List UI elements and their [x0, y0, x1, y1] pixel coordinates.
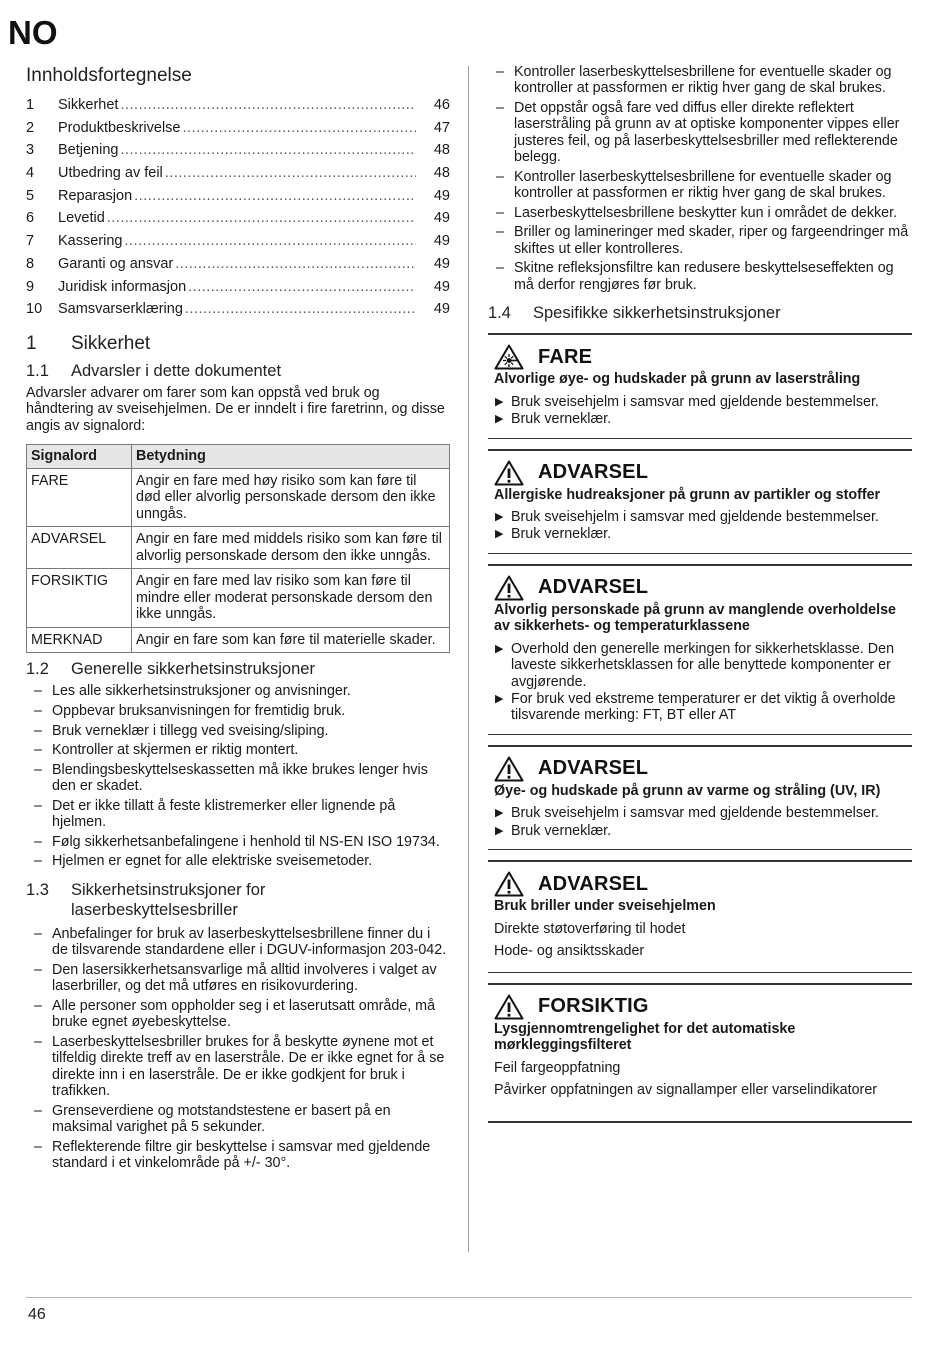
toc-entry-page: 49 — [433, 278, 450, 295]
signal-word: FORSIKTIG — [538, 995, 649, 1018]
toc-entry[interactable] — [26, 253, 450, 276]
dash-bullet: – — [34, 961, 42, 978]
toc-entry-page: 48 — [433, 142, 450, 159]
section-title: Sikkerhet — [71, 332, 151, 354]
warning-box — [488, 564, 912, 735]
section-1-3-heading — [26, 880, 450, 920]
dash-bullet: – — [34, 997, 42, 1014]
warning-bottom-rule — [488, 438, 912, 439]
dash-bullet: – — [496, 204, 504, 221]
toc-entry-label: Produktbeskrivelse — [58, 119, 181, 136]
toc-entry[interactable] — [26, 94, 450, 117]
toc-leader-dots — [107, 207, 416, 230]
toc-entry[interactable] — [26, 207, 450, 230]
toc-entry-label: Garanti og ansvar — [58, 255, 174, 272]
list-item-text: Blendingsbeskyttelseskassetten må ikke brukes lenger hvis den er skadet. — [52, 761, 428, 795]
exclamation-warning-icon — [494, 460, 524, 486]
triangle-bullet-icon: ▶ — [495, 642, 504, 655]
toc-entry-page: 49 — [433, 255, 450, 272]
toc-entry[interactable] — [26, 162, 450, 185]
warning-box — [488, 449, 912, 554]
toc-entry-number: 6 — [26, 210, 35, 227]
triangle-bullet-icon: ▶ — [495, 511, 504, 524]
signal-word-cell: FARE — [27, 468, 132, 527]
list-item — [26, 683, 450, 699]
list-item — [488, 260, 912, 293]
dash-bullet: – — [34, 833, 42, 850]
action-item — [494, 823, 912, 839]
toc-entry[interactable] — [26, 185, 450, 208]
action-item — [494, 394, 912, 410]
list-item-text: Følg sikkerhetsanbefalingene i henhold til NS-EN ISO 19734. — [52, 833, 440, 850]
table-row — [27, 527, 450, 569]
action-item — [494, 641, 912, 690]
toc-leader-dots — [183, 117, 417, 140]
section-number: 1.3 — [26, 880, 49, 899]
toc-entry-label: Levetid — [58, 210, 105, 227]
list-item-text: Alle personer som oppholder seg i et laserutsatt område, må bruke egnet øyebeskyttelse. — [52, 997, 436, 1031]
list-item — [488, 224, 912, 257]
meaning-cell: Angir en fare med middels risiko som kan føre til alvorlig personskade dersom den ikke unngås. — [132, 527, 450, 569]
toc-entry[interactable] — [26, 276, 450, 299]
exclamation-warning-icon — [494, 756, 524, 782]
toc-entry-number: 8 — [26, 255, 35, 272]
section-1-4-heading — [488, 303, 912, 323]
list-item — [26, 998, 450, 1031]
warning-title: Alvorlige øye- og hudskader på grunn av laserstråling — [494, 371, 861, 388]
toc-entry-page: 46 — [433, 97, 450, 113]
signal-word-cell: ADVARSEL — [27, 527, 132, 569]
warning-header — [494, 570, 912, 606]
list-item-text: Hjelmen er egnet for alle elektriske sveisemetoder. — [52, 853, 373, 870]
action-text: Bruk verneklær. — [511, 526, 612, 543]
warning-header — [494, 751, 912, 787]
list-item — [26, 1139, 450, 1172]
triangle-bullet-icon: ▶ — [495, 693, 504, 706]
table-header: Betydning — [132, 445, 450, 469]
toc-entry-page: 47 — [433, 119, 450, 136]
dash-bullet: – — [496, 168, 504, 185]
list-item-text: Briller og lamineringer med skader, riper og fargeendringer må skiftes ut eller kontrolleres. — [514, 224, 909, 257]
action-list — [494, 641, 912, 724]
toc-entry-number: 10 — [26, 301, 43, 318]
warning-title: Allergiske hudreaksjoner på grunn av partikler og stoffer — [494, 486, 881, 503]
toc-leader-dots — [134, 185, 416, 208]
list-item-text: Det oppstår også fare ved diffus eller direkte reflektert laserstråling på grunn av at optiske komponenter vippes eller justeres feil, og på laserbeskyttelsesbriller med reflekterende belegg. — [514, 100, 900, 166]
triangle-bullet-icon: ▶ — [495, 824, 504, 837]
toc-leader-dots — [124, 230, 416, 253]
meaning-cell: Angir en fare med høy risiko som kan føre til død eller alvorlig personskade dersom den ikke unngås. — [132, 468, 450, 527]
triangle-bullet-icon: ▶ — [495, 413, 504, 426]
list-item — [26, 798, 450, 831]
warning-bottom-rule — [488, 553, 912, 554]
meaning-cell: Angir en fare med lav risiko som kan føre til mindre eller moderat personskade dersom den ikke unngås. — [132, 569, 450, 628]
list-item-text: Anbefalinger for bruk av laserbeskyttelsesbrillene finner du i de tilsvarende standardene eller i DGUV-informasjon 203-042. — [52, 925, 447, 959]
list-item — [26, 762, 450, 795]
dash-bullet: – — [34, 761, 42, 778]
dash-bullet: – — [34, 1138, 42, 1155]
toc-entry-page: 49 — [433, 210, 450, 227]
warning-box — [488, 745, 912, 850]
toc-entry-page: 49 — [433, 233, 450, 250]
signal-word: FARE — [538, 345, 593, 368]
action-text: Bruk sveisehjelm i samsvar med gjeldende bestemmelser. — [511, 509, 879, 526]
action-list — [494, 394, 912, 428]
dash-bullet: – — [34, 722, 42, 739]
action-text: Overhold den generelle merkingen for sikkerhetsklasse. Den laveste sikkerhetsklassen for alle benyttede komponenter er avgjørende. — [511, 640, 895, 690]
list-item-text: Kontroller laserbeskyttelsesbrillene for eventuelle skader og kontroller at passformen er riktig hver gang de skal brukes. — [514, 168, 892, 202]
warning-box — [488, 860, 912, 973]
section-number: 1.2 — [26, 660, 49, 679]
meaning-cell: Angir en fare som kan føre til materielle skader. — [132, 627, 450, 653]
warning-header — [494, 455, 912, 491]
consequence-line: Direkte støtoverføring til hodet — [494, 920, 686, 937]
page-number: 46 — [28, 1306, 46, 1323]
action-item — [494, 411, 912, 427]
toc-entry-label: Juridisk informasjon — [58, 278, 187, 295]
table-row — [27, 569, 450, 628]
action-text: Bruk sveisehjelm i samsvar med gjeldende bestemmelser. — [511, 393, 879, 410]
warning-header — [494, 339, 912, 375]
dash-bullet: – — [34, 853, 42, 870]
column-divider — [468, 66, 469, 1252]
toc-leader-dots — [185, 298, 416, 321]
toc-entry-number: 3 — [26, 142, 35, 159]
section-number: 1.4 — [488, 304, 511, 323]
list-item-text: Reflekterende filtre gir beskyttelse i samsvar med gjeldende standard i et vinkelområde på +/- 30°. — [52, 1138, 431, 1171]
action-list — [494, 805, 912, 839]
signal-word-table — [26, 444, 450, 653]
signal-word: ADVARSEL — [538, 757, 649, 780]
section-title: Spesifikke sikkerhetsinstruksjoner — [533, 304, 781, 323]
list-item-text: Kontroller at skjermen er riktig montert. — [52, 742, 299, 759]
dash-bullet: – — [34, 1033, 42, 1050]
toc-entry-number: 2 — [26, 119, 35, 136]
list-item — [26, 853, 450, 869]
list-item — [26, 723, 450, 739]
section-1-1-heading — [26, 361, 450, 381]
action-text: Bruk sveisehjelm i samsvar med gjeldende bestemmelser. — [511, 805, 879, 822]
toc-entry-number: 9 — [26, 278, 35, 295]
toc-entry[interactable] — [26, 230, 450, 253]
action-item — [494, 526, 912, 542]
dash-bullet: – — [496, 260, 504, 277]
section-1-heading — [26, 333, 450, 355]
laser-glasses-list — [26, 926, 450, 1172]
dash-bullet: – — [496, 224, 504, 241]
exclamation-warning-icon — [494, 994, 524, 1020]
list-item — [26, 703, 450, 719]
dash-bullet: – — [34, 1102, 42, 1119]
triangle-bullet-icon: ▶ — [495, 528, 504, 541]
general-safety-list — [26, 683, 450, 869]
toc-leader-dots — [120, 139, 416, 162]
exclamation-warning-icon — [494, 575, 524, 601]
toc-leader-dots — [188, 276, 416, 299]
signal-word: ADVARSEL — [538, 872, 649, 895]
section-title: Advarsler i dette dokumentet — [71, 361, 282, 380]
toc-list — [26, 94, 450, 321]
list-item-text: Skitne refleksjonsfiltre kan redusere beskyttelseseffekten og må derfor rengjøres før bruk. — [514, 260, 894, 293]
warning-title: Lysgjennomtrengelighet for det automatiske mørkleggingsfilteret — [494, 1020, 796, 1054]
dash-bullet: – — [34, 742, 42, 759]
warning-header — [494, 989, 912, 1025]
list-item-text: Les alle sikkerhetsinstruksjoner og anvisninger. — [52, 683, 351, 700]
list-item-text: Det er ikke tillatt å feste klistremerker eller lignende på hjelmen. — [52, 797, 396, 831]
toc-entry[interactable] — [26, 139, 450, 162]
toc-entry-number: 5 — [26, 187, 35, 204]
dash-bullet: – — [34, 702, 42, 719]
warning-bottom-rule — [488, 972, 912, 973]
consequence-line: Hode- og ansiktsskader — [494, 943, 645, 960]
toc-leader-dots — [120, 94, 416, 117]
signal-word: ADVARSEL — [538, 461, 649, 484]
toc-entry-page: 48 — [433, 165, 450, 182]
action-item — [494, 691, 912, 724]
list-item — [488, 205, 912, 221]
table-row — [27, 468, 450, 527]
section-title-line: laserbeskyttelsesbriller — [71, 900, 238, 919]
footer-divider — [26, 1297, 912, 1298]
list-item — [26, 1103, 450, 1136]
consequence-line: Påvirker oppfatningen av signallamper eller varselindikatorer — [494, 1082, 878, 1099]
dash-bullet: – — [496, 100, 504, 116]
toc-entry-label: Kassering — [58, 233, 123, 250]
action-list — [494, 509, 912, 543]
section-title: Generelle sikkerhetsinstruksjoner — [71, 660, 315, 679]
laser-glasses-list-continued — [488, 64, 912, 293]
dash-bullet: – — [34, 925, 42, 942]
toc-entry-label: Samsvarserklæring — [58, 301, 183, 318]
left-column — [26, 62, 450, 1175]
exclamation-warning-icon — [494, 871, 524, 897]
dash-bullet: – — [34, 797, 42, 814]
list-item-text: Laserbeskyttelsesbrillene beskytter kun i området de dekker. — [514, 204, 898, 221]
toc-entry-label: Sikkerhet — [58, 97, 119, 113]
section-title — [71, 880, 265, 920]
toc-entry-label: Betjening — [58, 142, 119, 159]
action-item — [494, 805, 912, 821]
dash-bullet: – — [496, 64, 504, 80]
list-item — [26, 834, 450, 850]
table-header-row — [27, 445, 450, 469]
warning-bottom-rule — [488, 849, 912, 850]
toc-entry-number: 4 — [26, 165, 35, 182]
toc-entry-page: 49 — [433, 187, 450, 204]
consequence-line: Feil fargeoppfatning — [494, 1059, 621, 1076]
warnings-intro: Advarsler advarer om farer som kan oppstå ved bruk og håndtering av sveisehjelmen. De er inndelt i fire faretrinn, og disse angis av signalord: — [26, 384, 445, 434]
list-item — [488, 100, 912, 166]
list-item — [26, 962, 450, 995]
section-number: 1 — [26, 332, 37, 354]
toc-entry[interactable] — [26, 117, 450, 140]
dash-bullet: – — [34, 683, 42, 700]
warning-title: Alvorlig personskade på grunn av manglende overholdelse av sikkerhets- og temperaturklassene — [494, 601, 897, 635]
table-row — [27, 627, 450, 653]
signal-word-cell: MERKNAD — [27, 627, 132, 653]
table-header: Signalord — [27, 445, 132, 469]
list-item-text: Den lasersikkerhetsansvarlige må alltid involveres i valget av laserbriller, og det må utføres en risikovurdering. — [52, 961, 437, 995]
list-item-text: Kontroller laserbeskyttelsesbrillene for eventuelle skader og kontroller at passformen er riktig hver gang de skal brukes. — [514, 64, 892, 97]
list-item — [26, 1034, 450, 1100]
action-item — [494, 509, 912, 525]
action-text: Bruk verneklær. — [511, 411, 612, 428]
triangle-bullet-icon: ▶ — [495, 395, 504, 408]
toc-title: Innholdsfortegnelse — [26, 65, 192, 86]
list-item — [488, 169, 912, 202]
list-item — [26, 742, 450, 758]
action-text: For bruk ved ekstreme temperaturer er det viktig å overholde tilsvarende merking: FT, BT eller AT — [511, 691, 896, 724]
right-column — [488, 62, 912, 1123]
signal-word-cell: FORSIKTIG — [27, 569, 132, 628]
warning-box — [488, 333, 912, 438]
language-code: NO — [8, 14, 58, 51]
toc-entry[interactable] — [26, 298, 450, 321]
warning-bottom-rule — [488, 734, 912, 735]
toc-entry-number: 1 — [26, 97, 35, 113]
list-item-text: Laserbeskyttelsesbriller brukes for å beskytte øynene mot et tilfeldig direkte treff av en laserstråle. De er ikke egnet for å se direkte inn i en laserstråle. De er ikke godkjent for bruk i trafikken. — [52, 1033, 445, 1099]
warning-header — [494, 866, 912, 902]
signal-word: ADVARSEL — [538, 576, 649, 599]
list-item-text: Grenseverdiene og motstandstestene er basert på en maksimal varighet på 5 sekunder. — [52, 1102, 391, 1135]
section-1-2-heading — [26, 659, 450, 679]
list-item — [26, 926, 450, 959]
section-number: 1.1 — [26, 361, 49, 380]
warning-boxes — [488, 333, 912, 1122]
list-item — [488, 64, 912, 97]
toc-entry-page: 49 — [433, 301, 450, 318]
list-item-text: Oppbevar bruksanvisningen for fremtidig bruk. — [52, 702, 346, 719]
laser-warning-icon — [494, 344, 524, 370]
list-item-text: Bruk verneklær i tillegg ved sveising/sliping. — [52, 722, 329, 739]
toc-entry-label: Reparasjon — [58, 187, 133, 204]
toc-entry-label: Utbedring av feil — [58, 165, 163, 182]
action-text: Bruk verneklær. — [511, 822, 612, 839]
warning-box — [488, 983, 912, 1123]
triangle-bullet-icon: ▶ — [495, 807, 504, 820]
warning-title: Bruk briller under sveisehjelmen — [494, 898, 716, 915]
toc-leader-dots — [165, 162, 416, 185]
toc-leader-dots — [175, 253, 416, 276]
toc-entry-number: 7 — [26, 233, 35, 250]
section-title-line: Sikkerhetsinstruksjoner for — [71, 880, 266, 899]
warning-title: Øye- og hudskade på grunn av varme og stråling (UV, IR) — [494, 782, 881, 799]
